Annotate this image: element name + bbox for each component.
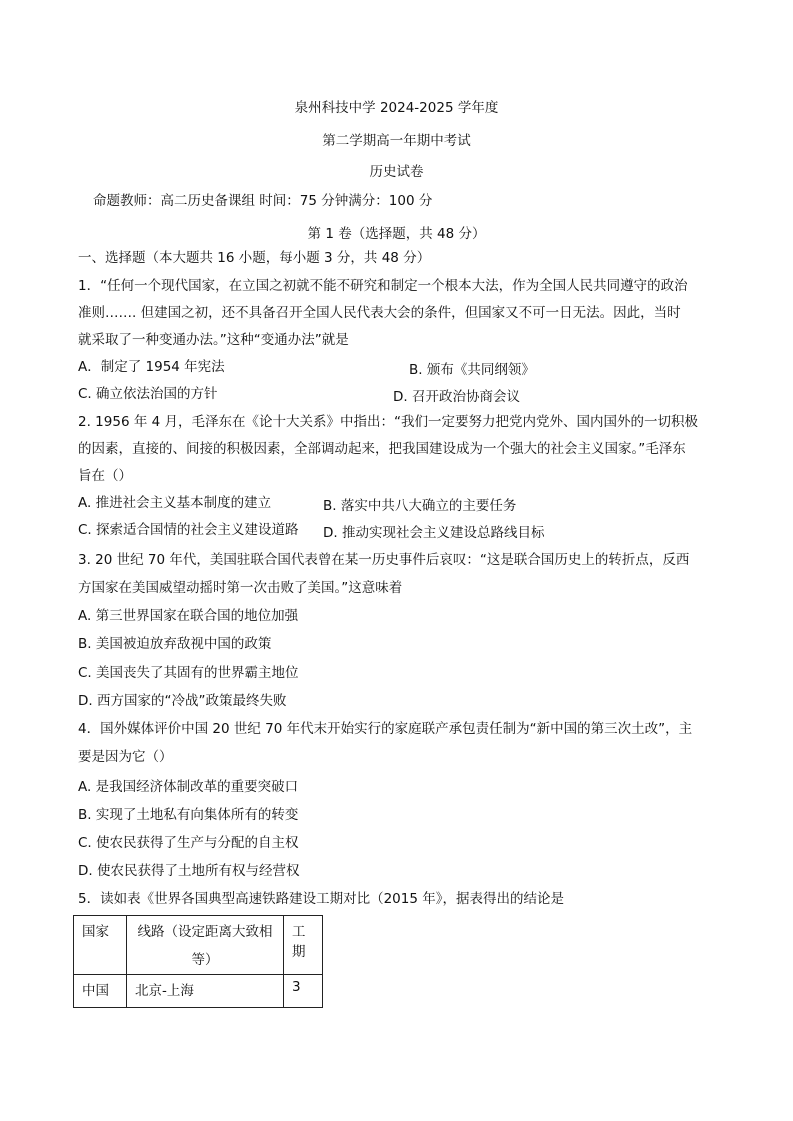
volume-heading: 第 1 卷（选择题，共 48 分）	[307, 226, 486, 242]
q1-option-b[interactable]: B. 颁布《共同纲领》	[409, 362, 535, 378]
q2-stem-line3: 旨在（）	[78, 468, 132, 484]
q1-stem-line1: 1．“任何一个现代国家，在立国之初就不能不研究和制定一个根本大法，作为全国人民共同遵守的政治	[78, 278, 688, 294]
q3-option-a[interactable]: A. 第三世界国家在联合国的地位加强	[78, 608, 299, 624]
q3-option-c[interactable]: C. 美国丧失了其固有的世界霸主地位	[78, 665, 299, 681]
q3-option-b[interactable]: B. 美国被迫放弃敌视中国的政策	[78, 636, 272, 652]
table-header-row	[74, 916, 323, 975]
table-cell-period: 3	[284, 975, 323, 1008]
q4-stem-line2: 要是因为它（）	[78, 749, 173, 765]
q4-option-c[interactable]: C. 使农民获得了生产与分配的自主权	[78, 835, 299, 851]
q5-stem-line1: 5．读如表《世界各国典型高速铁路建设工期对比（2015 年》，据表得出的结论是	[78, 891, 564, 907]
q2-stem-line2: 的因素，直接的、间接的积极因素，全部调动起来，把我国建设成为一个强大的社会主义国家。”毛泽东	[78, 441, 686, 457]
section-heading: 一、选择题（本大题共 16 小题，每小题 3 分，共 48 分）	[78, 250, 431, 266]
q1-stem-line3: 就采取了一种变通办法。”这种“变通办法”就是	[78, 332, 349, 348]
q3-option-d[interactable]: D. 西方国家的“冷战”政策最终失败	[78, 693, 287, 709]
q4-option-d[interactable]: D. 使农民获得了土地所有权与经营权	[78, 863, 300, 879]
table-header-line-text2: 等）	[191, 952, 219, 968]
q3-stem-line1: 3. 20 世纪 70 年代，美国驻联合国代表曾在某一历史事件后哀叹：“这是联合国历史上的转折点，反西	[78, 552, 690, 568]
q1-option-c[interactable]: C. 确立依法治国的方针	[78, 386, 218, 402]
table-header-country: 国家	[74, 916, 127, 975]
q3-stem-line2: 方国家在美国威望动摇时第一次击败了美国。”这意味着	[78, 580, 403, 596]
table-header-line	[127, 916, 284, 975]
table-header-line-text1: 线路（设定距离大致相	[137, 924, 273, 940]
exam-subtitle: 第二学期高一年期中考试	[322, 133, 471, 149]
q1-option-d[interactable]: D. 召开政治协商会议	[393, 389, 520, 405]
railway-table	[73, 915, 323, 1008]
q2-option-d[interactable]: D. 推动实现社会主义建设总路线目标	[323, 525, 545, 541]
q4-stem-line1: 4．国外媒体评价中国 20 世纪 70 年代末开始实行的家庭联产承包责任制为“新中国的第三次土改”，主	[78, 721, 693, 737]
q2-option-a[interactable]: A. 推进社会主义基本制度的建立	[78, 495, 272, 511]
exam-meta: 命题教师：高二历史备课组 时间：75 分钟满分：100 分	[93, 193, 433, 209]
table-header-period: 工期	[284, 916, 323, 975]
table-cell-line: 北京-上海	[127, 975, 284, 1008]
q2-option-c[interactable]: C. 探索适合国情的社会主义建设道路	[78, 522, 299, 538]
exam-subject: 历史试卷	[369, 164, 424, 180]
table-cell-country: 中国	[74, 975, 127, 1008]
q1-stem-line2: 准则……. 但建国之初，还不具备召开全国人民代表大会的条件，但国家又不可一日无法。因此，当时	[78, 305, 681, 321]
q2-stem-line1: 2. 1956 年 4 月，毛泽东在《论十大关系》中指出：“我们一定要努力把党内党外、国内国外的一切积极	[78, 414, 698, 430]
q2-option-b[interactable]: B. 落实中共八大确立的主要任务	[323, 498, 517, 514]
table-row	[74, 975, 323, 1008]
exam-title: 泉州科技中学 2024-2025 学年度	[294, 100, 499, 116]
q4-option-b[interactable]: B. 实现了土地私有向集体所有的转变	[78, 807, 299, 823]
q1-option-a[interactable]: A．制定了 1954 年宪法	[78, 359, 225, 375]
q4-option-a[interactable]: A. 是我国经济体制改革的重要突破口	[78, 779, 299, 795]
